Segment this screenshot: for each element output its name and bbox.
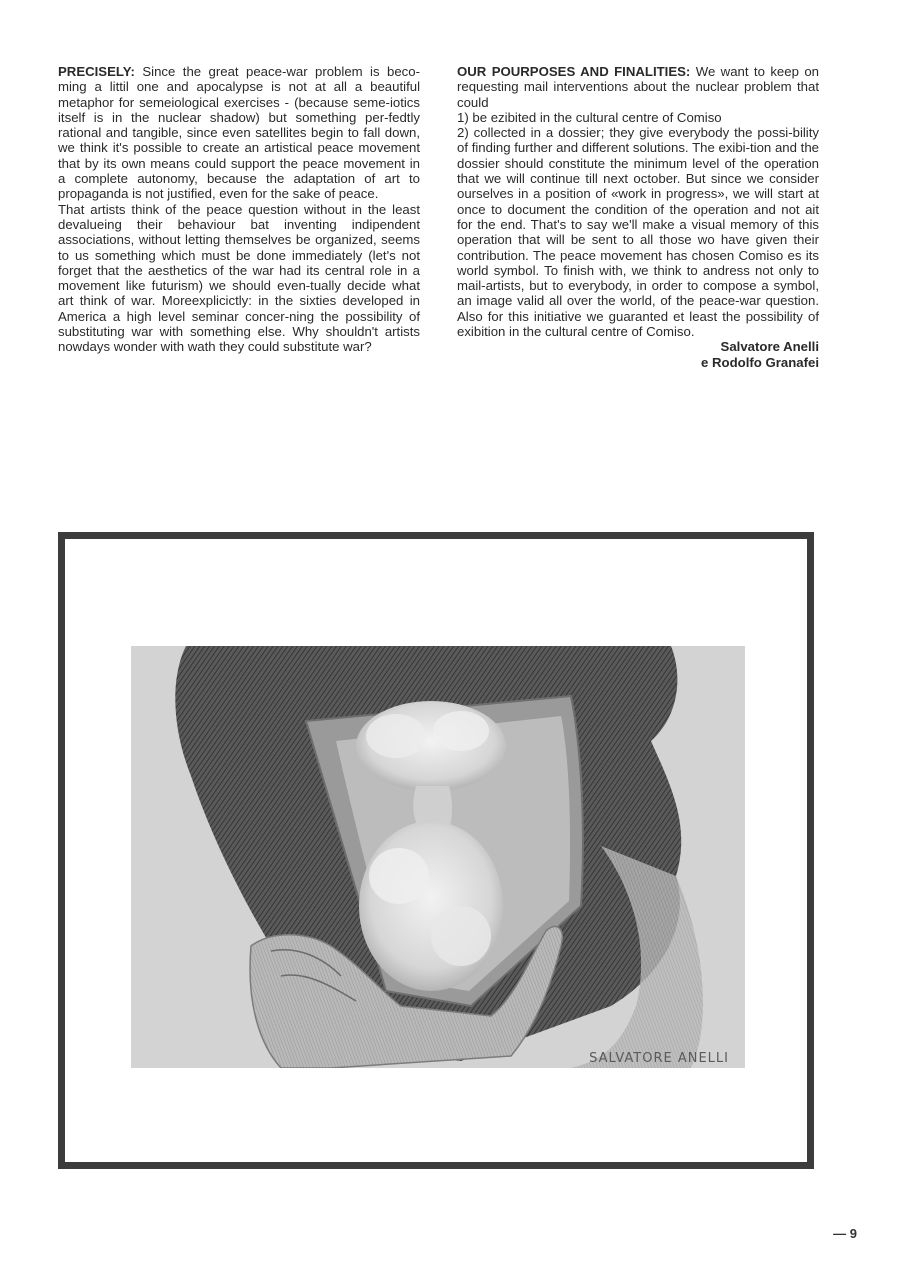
paragraph-precisely-text: Since the great peace-war problem is beco-ming a littil one and apocalypse is not at all a beautiful metaphor for semeiological exercises - (because seme-iotics itself is in the nuclear shadow) but something per-fedtly rational and tangible, since even satellites begin to fall down, we think it's possible to create an artistical peace movement that by its own means could support the peace movement in a complete autonomy, because the adaptation of art to propaganda is not justified, even for the sake of peace. [58, 64, 420, 202]
paragraph-purposes [457, 64, 819, 110]
lead-purposes: OUR POURPOSES AND FINALITIES: [457, 64, 691, 79]
right-column [457, 64, 819, 370]
list-item-2: 2) collected in a dossier; they give everybody the possi-bility of finding further and different solutions. The exibi-tion and the dossier should constitute the minimum level of the operation that we will continue till next october. But since we consider ourselves in a position of «work in progress», we will start at once to document the condition of the operation and not ait for the end. That's to say we'll make a visual memory of this operation that will be sent to all those wo have given their contribution. The peace movement has chosen Comiso es its world symbol. To finish with, we think to andress not only to mail-artists, but to everybody, in order to compose a symbol, an image valid all over the world, of the peace-war question. Also for this initiative we guaranted et least the possibility of exibition in the cultural centre of Comiso. [457, 125, 819, 340]
paragraph-artists: That artists think of the peace question without in the least devalueing their behaviour bat inventing indipendent associations, without letting themselves be organized, seems to us something which must be done immediately (let's not forget that the aesthetics of the war had its central role in a movement like futurism) we should even-tually decide what art think of war. Moreexplicictly: in the sixties developed in America a high level seminar concer-ning the possibility of substituting war with something else. Why shouldn't artists nowdays wonder with wath they could substitute war? [58, 201, 420, 355]
author-signature-2: e Rodolfo Granafei [701, 354, 819, 370]
artwork-drawing [131, 646, 745, 1068]
page-number: — 9 [833, 1226, 857, 1241]
lead-precisely: PRECISELY: [58, 64, 135, 79]
author-signature-1: Salvatore Anelli [720, 339, 819, 355]
cloud-column [359, 821, 503, 991]
list-item-1: 1) be ezibited in the cultural centre of Comiso [457, 109, 722, 125]
artist-signature: SALVATORE ANELLI [589, 1051, 729, 1066]
left-column [58, 64, 420, 355]
paragraph-purposes-text: We want to keep on requesting mail interventions about the nuclear problem that could [457, 64, 819, 110]
paragraph-precisely [58, 64, 420, 202]
artwork-image [131, 646, 745, 1068]
